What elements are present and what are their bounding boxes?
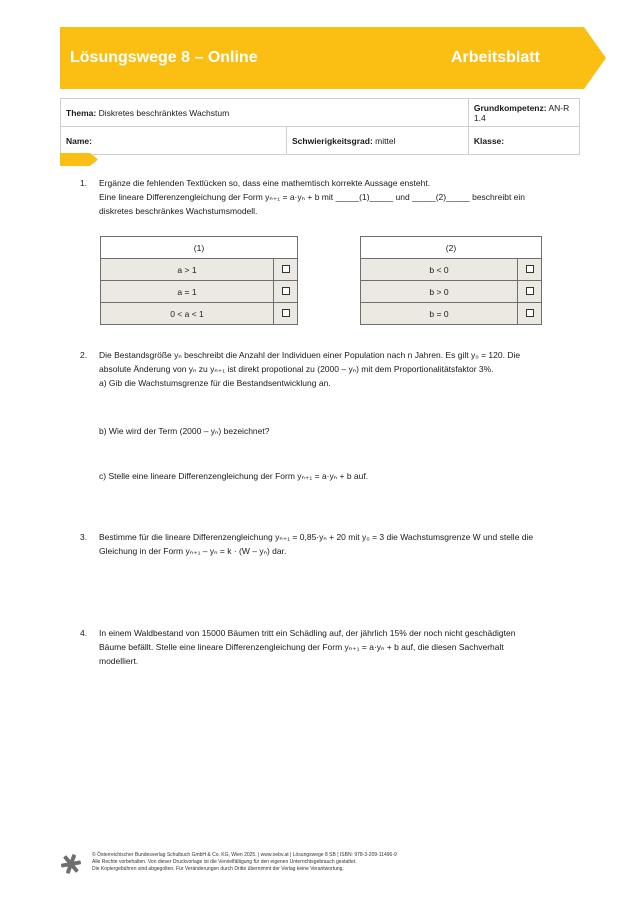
task-1-number: 1. (80, 178, 88, 188)
choice-table-1 (100, 236, 298, 325)
choice-option: 0 < a < 1 (101, 303, 274, 325)
footer-line-3: Die Kopiergebühren sind abgegolten. Für Veränderungen durch Dritte übernimmt der Verlag keine Verantwortung. (92, 866, 344, 872)
footer-line-1: © Österreichischer Bundesverlag Schulbuch GmbH & Co. KG, Wien 2025. | www.oebv.at | Lösungswege 8 SB | ISBN: 978-3-209-11496-9 (92, 852, 397, 858)
klasse-label: Klasse: (473, 135, 505, 146)
task-4-line-2: Bäume befällt. Stelle eine lineare Differenzengleichung der Form yₙ₊₁ = a·yₙ + b auf, die diesen Sachverhalt (99, 642, 504, 652)
checkbox[interactable] (526, 309, 534, 317)
choice-row[interactable] (101, 281, 298, 303)
footer (92, 852, 397, 873)
info-table (60, 98, 580, 155)
schwierigkeit-value: mittel (375, 135, 396, 146)
kompetenz-label: Grundkompetenz: (473, 102, 547, 113)
thema-label: Thema: (66, 107, 97, 118)
name-label: Name: (66, 135, 92, 146)
kompetenz-value: AN-R 1.4 (473, 102, 570, 123)
task-1-line-3: diskretes beschränkes Wachstumsmodell. (99, 206, 258, 216)
choice-row[interactable] (361, 281, 542, 303)
task-4-number: 4. (80, 628, 88, 638)
kompetenz-cell (468, 99, 579, 127)
header-title: Lösungswege 8 – Online (70, 49, 258, 66)
task-1-line-2: Eine lineare Differenzengleichung der Form yₙ₊₁ = a·yₙ + b mit _____(1)_____ und _____(2)_____ beschreibt ein (99, 192, 526, 202)
klasse-cell[interactable] (468, 127, 579, 155)
choice-row[interactable] (361, 303, 542, 325)
choice-option: a = 1 (101, 281, 274, 303)
choice-row[interactable] (101, 303, 298, 325)
name-cell[interactable] (61, 127, 287, 155)
checkbox[interactable] (282, 309, 290, 317)
task-4-line-1: In einem Waldbestand von 15000 Bäumen tritt ein Schädling auf, der jährlich 15% der noch nicht geschädigten (99, 628, 516, 638)
footer-line-2: Alle Rechte vorbehalten. Von dieser Druckvorlage ist die Vervielfältigung für den eigenen Unterrichtsgebrauch gestattet. (92, 859, 357, 865)
choice-option: b > 0 (361, 281, 518, 303)
task-3-line-2: Gleichung in der Form yₙ₊₁ – yₙ = k · (W – yₙ) dar. (99, 546, 287, 556)
task-2-line-2: absolute Änderung von yₙ zu yₙ₊₁ ist direkt propotional zu (2000 – yₙ) mit dem Proportionalitätsfaktor 3%. (99, 364, 494, 374)
choice-table-1-header: (1) (101, 237, 298, 259)
choice-table-2-header: (2) (361, 237, 542, 259)
choice-option: a > 1 (101, 259, 274, 281)
task-2-part-c: c) Stelle eine lineare Differenzengleichung der Form yₙ₊₁ = a·yₙ + b auf. (99, 471, 369, 481)
checkbox[interactable] (526, 265, 534, 273)
yellow-tab-marker (60, 153, 98, 166)
task-2-number: 2. (80, 350, 88, 360)
thema-cell (61, 99, 469, 127)
choice-table-2 (360, 236, 542, 325)
checkbox[interactable] (282, 287, 290, 295)
task-1-line-1: Ergänze die fehlenden Textlücken so, dass eine mathemtisch korrekte Aussage ensteht. (99, 178, 431, 188)
publisher-logo-icon (60, 853, 82, 875)
task-2-line-3: a) Gib die Wachstumsgrenze für die Bestandsentwicklung an. (99, 378, 331, 388)
choice-option: b = 0 (361, 303, 518, 325)
choice-option: b < 0 (361, 259, 518, 281)
choice-row[interactable] (101, 259, 298, 281)
checkbox[interactable] (282, 265, 290, 273)
choice-row[interactable] (361, 259, 542, 281)
task-2-part-b: b) Wie wird der Term (2000 – yₙ) bezeichnet? (99, 426, 270, 436)
thema-value: Diskretes beschränktes Wachstum (98, 107, 230, 118)
task-3-number: 3. (80, 532, 88, 542)
task-3-line-1: Bestimme für die lineare Differenzengleichung yₙ₊₁ = 0,85·yₙ + 20 mit y₀ = 3 die Wachstumsgrenze W und stelle die (99, 532, 534, 542)
checkbox[interactable] (526, 287, 534, 295)
task-4-line-3: modelliert. (99, 656, 139, 666)
schwierigkeit-cell (287, 127, 469, 155)
task-2-line-1: Die Bestandsgröße yₙ beschreibt die Anzahl der Individuen einer Population nach n Jahren. Es gilt y₀ = 120. Die (99, 350, 521, 360)
header-type: Arbeitsblatt (451, 49, 540, 66)
header-banner (60, 27, 606, 89)
schwierigkeit-label: Schwierigkeitsgrad: (292, 135, 373, 146)
